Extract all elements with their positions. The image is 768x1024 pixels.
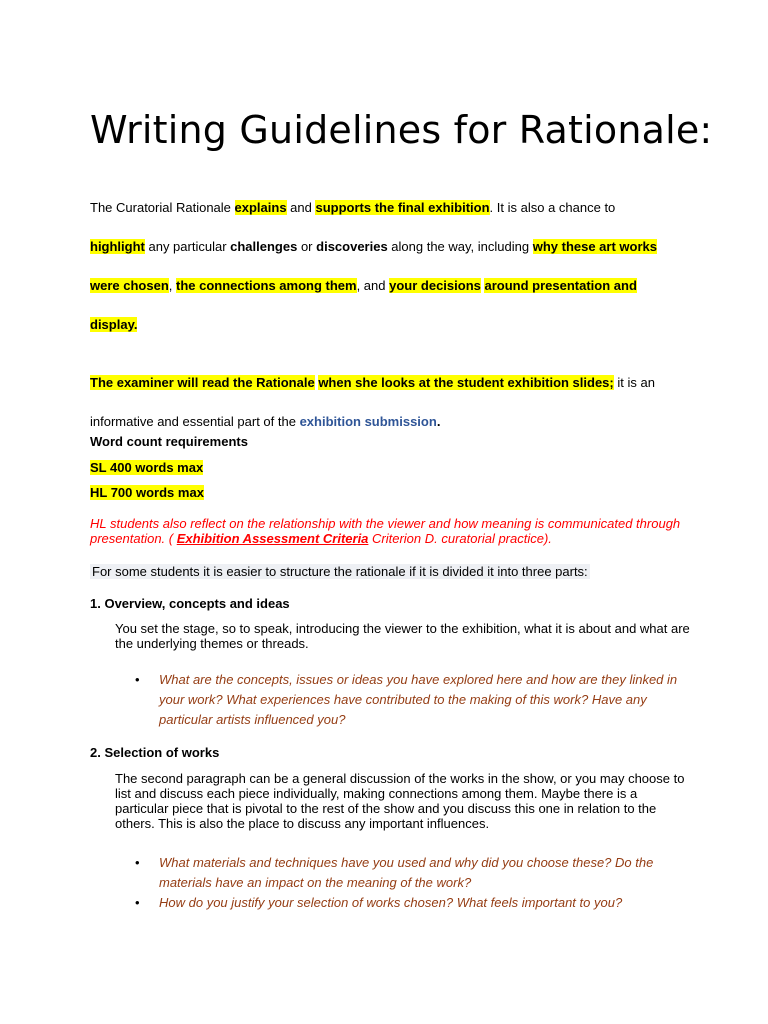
hl-note: HL students also reflect on the relationship with the viewer and how meaning is communicated through presentation. ( Exhibition Assessment Criteria Criterion D. curatorial practice).: [90, 516, 681, 546]
examiner-line-2: informative and essential part of the exhibition submission.: [90, 414, 441, 429]
assessment-criteria-link[interactable]: Exhibition Assessment Criteria: [176, 531, 369, 546]
section-2-body: The second paragraph can be a general discussion of the works in the show, or you may choose to list and discuss each piece individually, making connections among them. Maybe there is a particular piece that is pivotal to the rest of the show and you discuss this one in relation to the others. This is also the place to discuss any important influences.: [115, 771, 685, 831]
hl-word-limit: HL 700 words max: [90, 485, 204, 500]
structure-intro: For some students it is easier to structure the rationale if it is divided it into three parts:: [92, 564, 588, 579]
sl-word-limit: SL 400 words max: [90, 460, 204, 475]
list-item: • What materials and techniques have you used and why did you choose these? Do the materials have an impact on the meaning of the work?: [135, 855, 654, 890]
intro-line-3: were chosen, the connections among them, and your decisions around presentation and: [90, 278, 637, 293]
section-1-questions: [130, 670, 690, 730]
word-count-heading: Word count requirements: [90, 434, 248, 449]
intro-line-1: The Curatorial Rationale explains and supports the final exhibition. It is also a chance to: [90, 200, 616, 215]
section-2-questions: [130, 853, 690, 913]
list-item: • How do you justify your selection of works chosen? What feels important to you?: [130, 893, 690, 913]
bullet-icon: •: [135, 855, 140, 870]
section-2-heading: 2. Selection of works: [90, 745, 220, 760]
bullet-icon: •: [135, 672, 140, 687]
list-item: • What are the concepts, issues or ideas you have explored here and how are they linked in your work? What experiences have contributed to the making of this work? Have any particular artists influenced you?: [135, 672, 678, 727]
bullet-icon: •: [135, 895, 140, 910]
intro-line-4: display.: [90, 317, 138, 332]
intro-line-2: highlight any particular challenges or discoveries along the way, including why these art works: [90, 239, 657, 254]
page-title: Writing Guidelines for Rationale:: [90, 108, 713, 152]
exhibition-submission-link[interactable]: exhibition submission: [299, 414, 437, 429]
section-1-body: You set the stage, so to speak, introducing the viewer to the exhibition, what it is about and what are the underlying themes or threads.: [115, 621, 690, 651]
examiner-line-1: The examiner will read the Rationale when she looks at the student exhibition slides; it is an: [90, 375, 655, 390]
section-1-heading: 1. Overview, concepts and ideas: [90, 596, 290, 611]
